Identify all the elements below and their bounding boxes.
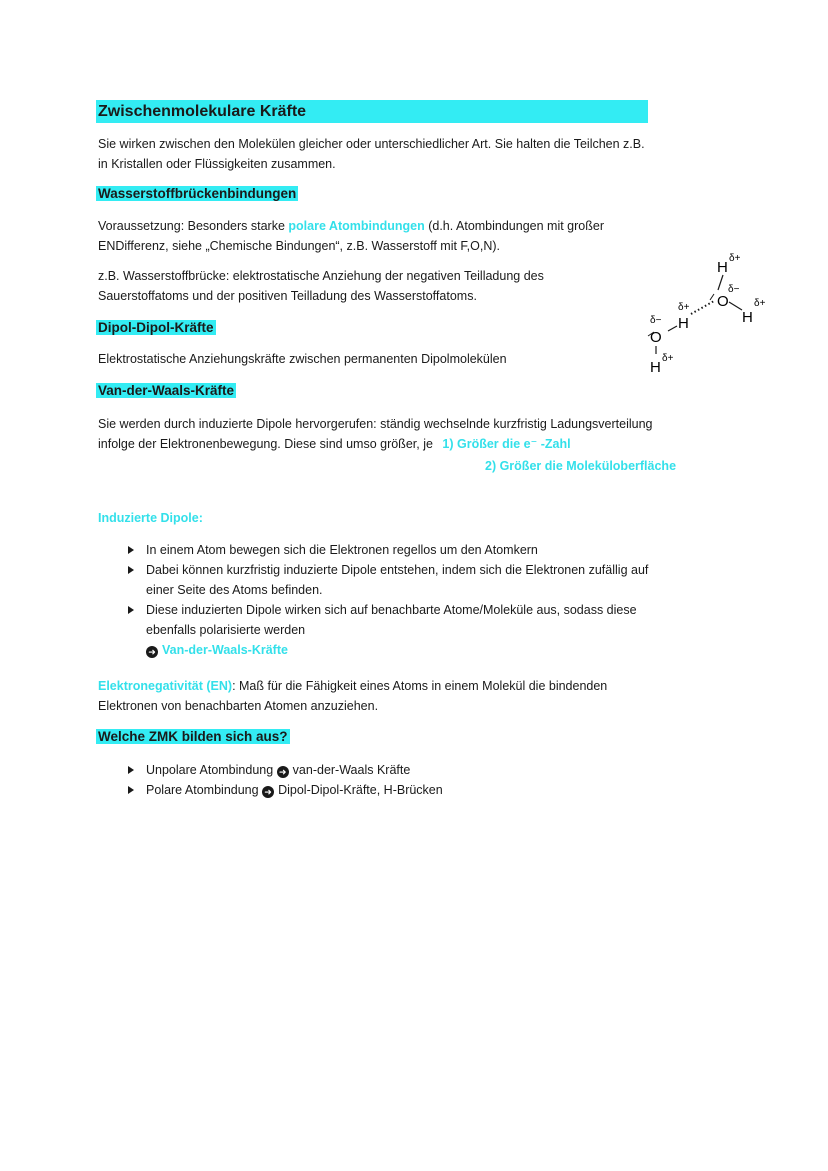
atom-h-middle: H <box>678 315 689 332</box>
en-term: Elektronegativität (EN) <box>98 679 233 693</box>
induced-list <box>128 540 648 660</box>
bullet-triangle-icon <box>128 606 134 614</box>
hbond-example: z.B. Wasserstoffbrücke: elektrostatische Anziehung der negativen Teilladung des Sauerstoffatoms und der positiven Teilladung des Wasserstoffatoms. <box>98 269 544 303</box>
atom-o-top: O <box>717 293 729 310</box>
partial-charge-h-right: δ+ <box>754 298 766 309</box>
vdw-point-1: 1) Größer die e⁻ -Zahl <box>442 437 571 451</box>
atom-h-right: H <box>742 309 753 326</box>
page-title: Zwischenmolekulare Kräfte <box>96 100 648 123</box>
arrow-circle-icon: ➜ <box>146 646 158 658</box>
atom-h-bottom: H <box>650 359 661 376</box>
partial-charge-o-bottom: δ− <box>650 315 662 326</box>
bond-line <box>668 326 677 331</box>
vdw-point-2: 2) Größer die Moleküloberfläche <box>485 459 677 473</box>
bullet-triangle-icon <box>128 786 134 794</box>
en-definition: Elektronegativität (EN): Maß für die Fähigkeit eines Atoms in einem Molekül die bindenden Elektronen von benachbarten Atomen anzuziehen. <box>98 679 608 713</box>
vdw-heading: Van-der-Waals-Kräfte <box>98 383 235 398</box>
polar-bond-term: polare Atombindungen <box>288 219 425 233</box>
zmk-list <box>128 760 443 800</box>
list-item: Unpolare Atombindung ➜ van-der-Waals Kräfte <box>128 760 443 780</box>
hbond-requirement: Voraussetzung: Besonders starke polare Atombindungen (d.h. Atombindungen mit großer ENDifferenz, siehe „Chemische Bindungen“, z.B. Wasserstoff mit F,O,N). <box>98 219 604 253</box>
list-item: Polare Atombindung ➜ Dipol-Dipol-Kräfte, H-Brücken <box>128 780 443 800</box>
list-item: Diese induzierten Dipole wirken sich auf benachbarte Atome/Moleküle aus, sodass diese ebenfalls polarisierte werden ➜ Van-der-Waals-Kräfte <box>128 600 648 660</box>
dipole-text: Elektrostatische Anziehungskräfte zwischen permanenten Dipolmolekülen <box>98 352 507 366</box>
vdw-paragraph: Sie werden durch induzierte Dipole hervorgerufen: ständig wechselnde kurzfristig Ladungsverteilung infolge der Elektronenbewegung. Diese sind umso größer, je 1) Größer die e⁻ -Zahl <box>98 417 653 451</box>
bond-line <box>718 275 723 290</box>
atom-o-bottom: O <box>650 329 662 346</box>
zmk-heading: Welche ZMK bilden sich aus? <box>98 729 288 744</box>
bullet-triangle-icon <box>128 566 134 574</box>
bullet-triangle-icon <box>128 546 134 554</box>
partial-charge-o-top: δ− <box>728 284 740 295</box>
arrow-circle-icon: ➜ <box>277 766 289 778</box>
water-hbond-diagram <box>630 248 790 378</box>
intro-paragraph: Sie wirken zwischen den Molekülen gleicher oder unterschiedlicher Art. Sie halten die Teilchen z.B. in Kristallen oder Flüssigkeiten zusammen. <box>98 137 645 171</box>
partial-charge-h-top: δ+ <box>729 253 741 264</box>
induced-result: Van-der-Waals-Kräfte <box>162 643 288 657</box>
hbond-heading: Wasserstoffbrückenbindungen <box>98 186 297 201</box>
partial-charge-h-middle: δ+ <box>678 302 690 313</box>
bullet-triangle-icon <box>128 766 134 774</box>
atom-h-top: H <box>717 259 728 276</box>
list-item: Dabei können kurzfristig induzierte Dipole entstehen, indem sich die Elektronen zufällig auf einer Seite des Atoms befinden. <box>128 560 648 600</box>
hydrogen-bond-dots <box>691 301 714 314</box>
induced-heading: Induzierte Dipole: <box>98 511 203 525</box>
bond-line <box>729 302 742 310</box>
arrow-circle-icon: ➜ <box>262 786 274 798</box>
list-item: In einem Atom bewegen sich die Elektronen regellos um den Atomkern <box>128 540 648 560</box>
dipole-heading: Dipol-Dipol-Kräfte <box>98 320 214 335</box>
lone-pair-line <box>710 294 714 300</box>
partial-charge-h-bottom: δ+ <box>662 353 674 364</box>
